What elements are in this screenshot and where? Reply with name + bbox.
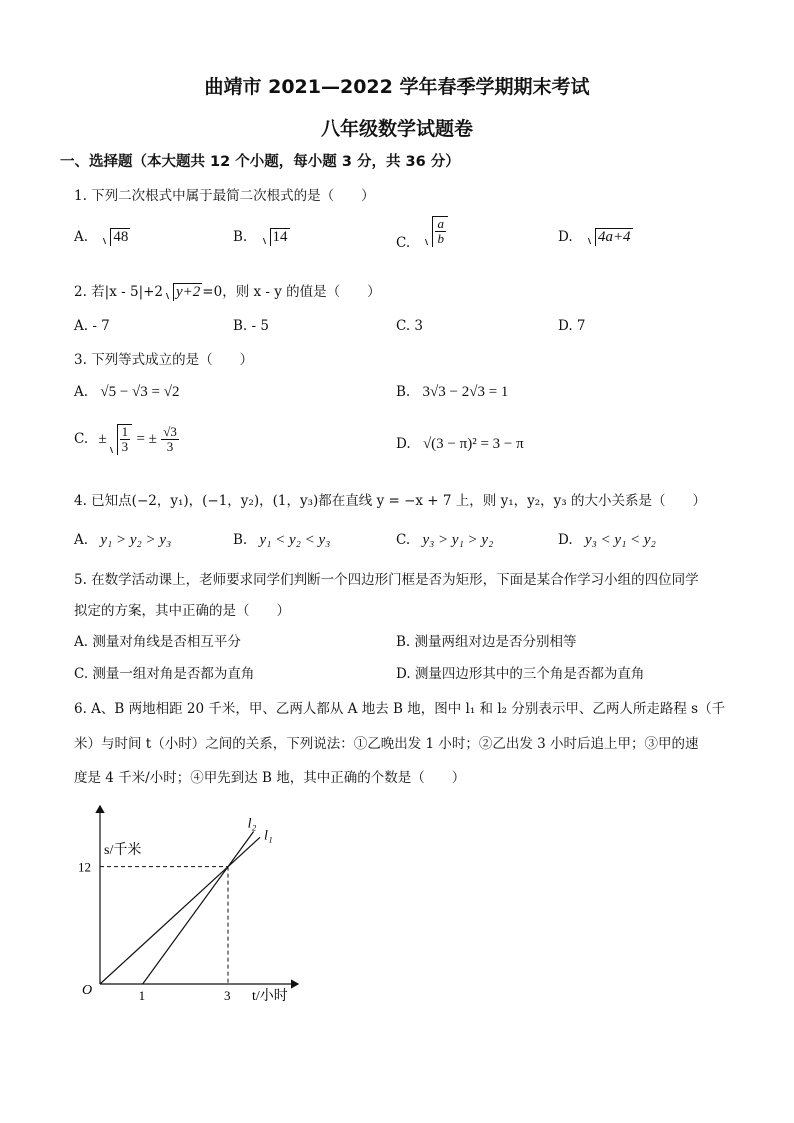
series-label-l2: l₂ (247, 816, 257, 832)
q4-c-expression: y₃ > y₁ > y₂ (422, 532, 494, 548)
q1-b-radicand: 14 (270, 228, 290, 246)
q1-c-radical (422, 216, 448, 247)
q3-d-expression: √(3 − π)² = 3 − π (422, 436, 524, 452)
q1-b-label: B. (233, 229, 248, 245)
q6-distance-time-chart (76, 798, 316, 1018)
q5-option-b: B. 测量两组对边是否分别相等 (396, 634, 577, 650)
q4-stem: 4. 已知点(−2，y₁)，(−1，y₂)，(1，y₃)都在直线 y = −x + 7 上，则 y₁，y₂，y₃ 的大小关系是（ ） (74, 493, 706, 509)
q3-a-label: A. (74, 384, 89, 400)
q3-c-fraction2 (161, 425, 179, 455)
q5-option-a: A. 测量对角线是否相互平分 (74, 634, 241, 650)
q2-radical (163, 283, 202, 301)
q4-c-label: C. (396, 532, 411, 548)
q1-a-label: A. (74, 229, 89, 245)
q4-b-label: B. (233, 532, 248, 548)
q1-a-radicand: 48 (110, 228, 130, 246)
q4-d-expression: y₃ < y₁ < y₂ (584, 532, 656, 548)
q5-option-d: D. 测量四边形其中的三个角是否都为直角 (396, 666, 645, 682)
q5-option-c: C. 测量一组对角是否都为直角 (74, 666, 255, 682)
q1-b-radical (260, 228, 290, 246)
q4-option-d (558, 532, 656, 549)
q3-a-expression: √5 − √3 = √2 (100, 384, 180, 400)
q2-option-b: B. - 5 (233, 318, 269, 334)
q2-stem-post: =0，则 x - y 的值是（ ） (202, 284, 381, 300)
q1-option-b (233, 228, 290, 246)
q3-option-b (396, 384, 508, 401)
x-tick-label-3: 3 (224, 988, 231, 1003)
q1-stem: 1. 下列二次根式中属于最简二次根式的是（ ） (74, 188, 375, 204)
q4-option-b (233, 532, 330, 549)
q6-stem-line3: 度是 4 千米/小时；④甲先到达 B 地，其中正确的个数是（ ） (74, 770, 466, 786)
exam-title: 曲靖市 2021—2022 学年春季学期期末考试 (204, 76, 590, 98)
q6-stem-line1: 6. A、B 两地相距 20 千米，甲、乙两人都从 A 地去 B 地，图中 l₁ 和 l₂ 分别表示甲、乙两人所走路程 s（千 (74, 701, 726, 717)
q5-stem-line2: 拟定的方案，其中正确的是（ ） (74, 603, 290, 619)
q3-c-equals: = ± (136, 431, 157, 448)
exam-subtitle: 八年级数学试题卷 (320, 118, 473, 140)
q3-c-label: C. (74, 431, 89, 448)
q3-option-c (74, 424, 179, 455)
q5-stem-line1: 5. 在数学活动课上，老师要求同学们判断一个四边形门框是否为矩形，下面是某合作学习小组的四位同学 (74, 572, 699, 588)
q4-option-c (396, 532, 493, 549)
series-line-l1 (100, 837, 260, 984)
q4-d-label: D. (558, 532, 573, 548)
x-axis-label: t/小时 (252, 989, 288, 1004)
q1-option-c (396, 216, 448, 252)
q2-option-a: A. - 7 (74, 318, 110, 334)
q3-stem: 3. 下列等式成立的是（ ） (74, 352, 254, 368)
y-tick-label-12: 12 (78, 859, 91, 875)
section-heading: 一、选择题（本大题共 12 个小题，每小题 3 分，共 36 分） (60, 154, 460, 170)
series-label-l1: l₁ (264, 828, 273, 844)
q3-c-den1: 3 (121, 439, 129, 455)
q1-c-denominator: b (437, 231, 444, 247)
q1-a-radical (100, 228, 130, 246)
y-axis-label: s/千米 (104, 843, 142, 858)
q2-option-d: D. 7 (558, 318, 586, 334)
series-line-l2 (143, 831, 254, 984)
q6-stem-line2: 米）与时间 t（小时）之间的关系，下列说法：①乙晚出发 1 小时；②乙出发 3 小时后追上甲；③甲的速 (74, 736, 699, 752)
origin-label: O (82, 983, 93, 998)
q2-radicand: y+2 (173, 283, 202, 301)
q3-b-label: B. (396, 384, 411, 400)
q2-stem (74, 280, 381, 301)
q4-b-expression: y₁ < y₂ < y₃ (259, 532, 331, 548)
x-tick-label-1: 1 (138, 988, 146, 1003)
q3-option-d (396, 436, 524, 453)
q3-c-num1: 1 (121, 424, 129, 439)
q1-option-d (558, 228, 633, 246)
q1-d-label: D. (558, 229, 573, 245)
q1-c-numerator: a (437, 216, 444, 231)
q3-c-pm: ± (98, 431, 107, 448)
q3-c-num2: √3 (163, 423, 177, 439)
q1-d-radicand: 4a+4 (595, 228, 633, 246)
q4-option-a (74, 532, 171, 549)
q2-stem-pre: 2. 若|x - 5|+2 (74, 284, 164, 300)
q4-a-expression: y₁ > y₂ > y₃ (100, 532, 172, 548)
q1-option-a (74, 228, 130, 246)
q3-d-label: D. (396, 436, 411, 452)
q1-d-radical (585, 228, 633, 246)
q3-b-expression: 3√3 − 2√3 = 1 (422, 384, 509, 400)
q3-c-den2: 3 (166, 439, 174, 455)
q3-c-radical (107, 424, 133, 455)
q3-option-a (74, 384, 179, 401)
q4-a-label: A. (74, 532, 89, 548)
q1-c-label: C. (396, 235, 411, 252)
q2-option-c: C. 3 (396, 318, 424, 334)
